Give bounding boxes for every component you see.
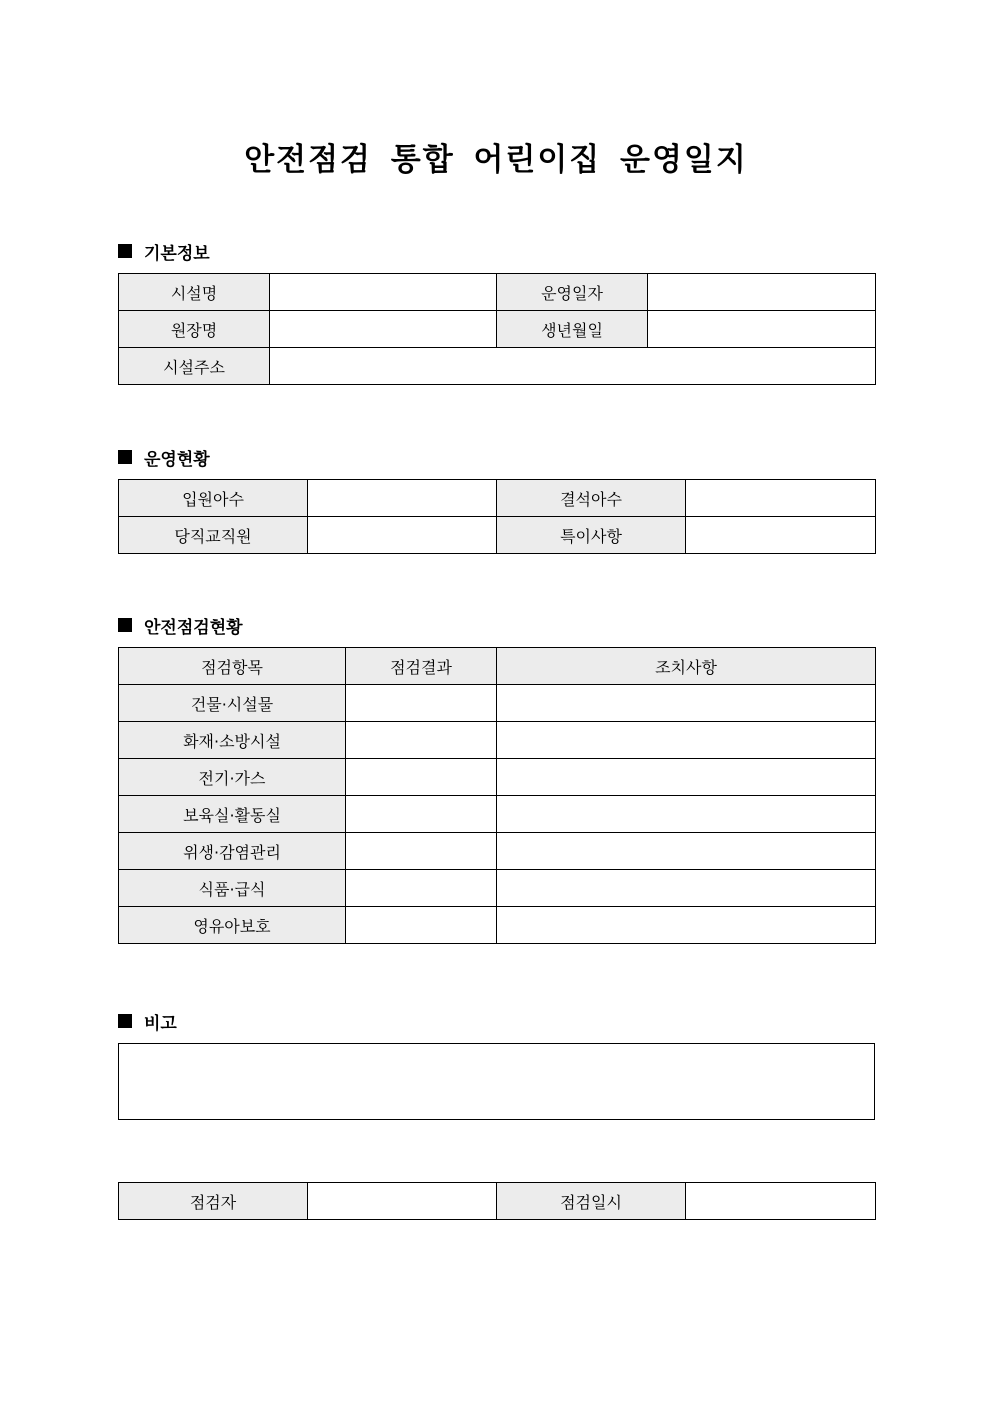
table-row (119, 517, 876, 554)
duty-staff-field[interactable] (308, 517, 497, 554)
column-header-check-item: 점검항목 (119, 648, 346, 685)
table-row (119, 685, 876, 722)
check-item-label: 식품·급식 (119, 870, 346, 907)
safety-check-heading-label: 안전점검현황 (144, 617, 243, 638)
table-row (119, 833, 876, 870)
remarks-field[interactable] (686, 517, 876, 554)
check-item-label: 화재·소방시설 (119, 722, 346, 759)
action-field[interactable] (497, 759, 876, 796)
table-row (119, 480, 876, 517)
inspector-field[interactable] (308, 1183, 497, 1220)
page-title: 안전점검 통합 어린이집 운영일지 (244, 142, 748, 178)
table-row (119, 722, 876, 759)
director-name-label: 원장명 (119, 311, 270, 348)
action-field[interactable] (497, 870, 876, 907)
table-row (119, 796, 876, 833)
check-result-field[interactable] (346, 685, 497, 722)
enrolled-label: 입원아수 (119, 480, 308, 517)
check-result-field[interactable] (346, 907, 497, 944)
check-item-label: 영유아보호 (119, 907, 346, 944)
inspection-datetime-field[interactable] (686, 1183, 876, 1220)
action-field[interactable] (497, 685, 876, 722)
check-result-field[interactable] (346, 796, 497, 833)
birth-date-label: 생년월일 (497, 311, 648, 348)
column-header-action: 조치사항 (497, 648, 876, 685)
director-name-field[interactable] (270, 311, 497, 348)
operation-date-field[interactable] (648, 274, 876, 311)
operation-status-heading (118, 446, 210, 468)
absent-label: 결석아수 (497, 480, 686, 517)
check-item-label: 전기·가스 (119, 759, 346, 796)
basic-info-heading-label: 기본정보 (144, 243, 210, 264)
check-result-field[interactable] (346, 833, 497, 870)
safety-check-table (118, 647, 876, 944)
check-item-label: 위생·감염관리 (119, 833, 346, 870)
signoff-table (118, 1182, 876, 1220)
table-row (119, 1183, 876, 1220)
basic-info-table (118, 273, 876, 385)
square-bullet-icon (118, 1014, 132, 1028)
check-result-field[interactable] (346, 759, 497, 796)
facility-address-field[interactable] (270, 348, 876, 385)
table-row (119, 348, 876, 385)
notes-heading-label: 비고 (144, 1013, 177, 1034)
check-result-field[interactable] (346, 722, 497, 759)
table-row (119, 311, 876, 348)
check-result-field[interactable] (346, 870, 497, 907)
operation-date-label: 운영일자 (497, 274, 648, 311)
action-field[interactable] (497, 833, 876, 870)
duty-staff-label: 당직교직원 (119, 517, 308, 554)
remarks-label: 특이사항 (497, 517, 686, 554)
table-row (119, 870, 876, 907)
check-item-label: 보육실·활동실 (119, 796, 346, 833)
notes-heading (118, 1010, 177, 1032)
facility-name-field[interactable] (270, 274, 497, 311)
square-bullet-icon (118, 618, 132, 632)
basic-info-heading (118, 240, 210, 262)
check-item-label: 건물·시설물 (119, 685, 346, 722)
inspector-label: 점검자 (119, 1183, 308, 1220)
birth-date-field[interactable] (648, 311, 876, 348)
operation-status-table (118, 479, 876, 554)
safety-check-heading (118, 614, 243, 636)
absent-field[interactable] (686, 480, 876, 517)
notes-field[interactable] (118, 1043, 875, 1120)
enrolled-field[interactable] (308, 480, 497, 517)
action-field[interactable] (497, 907, 876, 944)
action-field[interactable] (497, 796, 876, 833)
table-row (119, 274, 876, 311)
table-row (119, 759, 876, 796)
table-header-row (119, 648, 876, 685)
facility-address-label: 시설주소 (119, 348, 270, 385)
table-row (119, 907, 876, 944)
column-header-check-result: 점검결과 (346, 648, 497, 685)
square-bullet-icon (118, 244, 132, 258)
inspection-datetime-label: 점검일시 (497, 1183, 686, 1220)
facility-name-label: 시설명 (119, 274, 270, 311)
operation-status-heading-label: 운영현황 (144, 449, 210, 470)
square-bullet-icon (118, 450, 132, 464)
action-field[interactable] (497, 722, 876, 759)
